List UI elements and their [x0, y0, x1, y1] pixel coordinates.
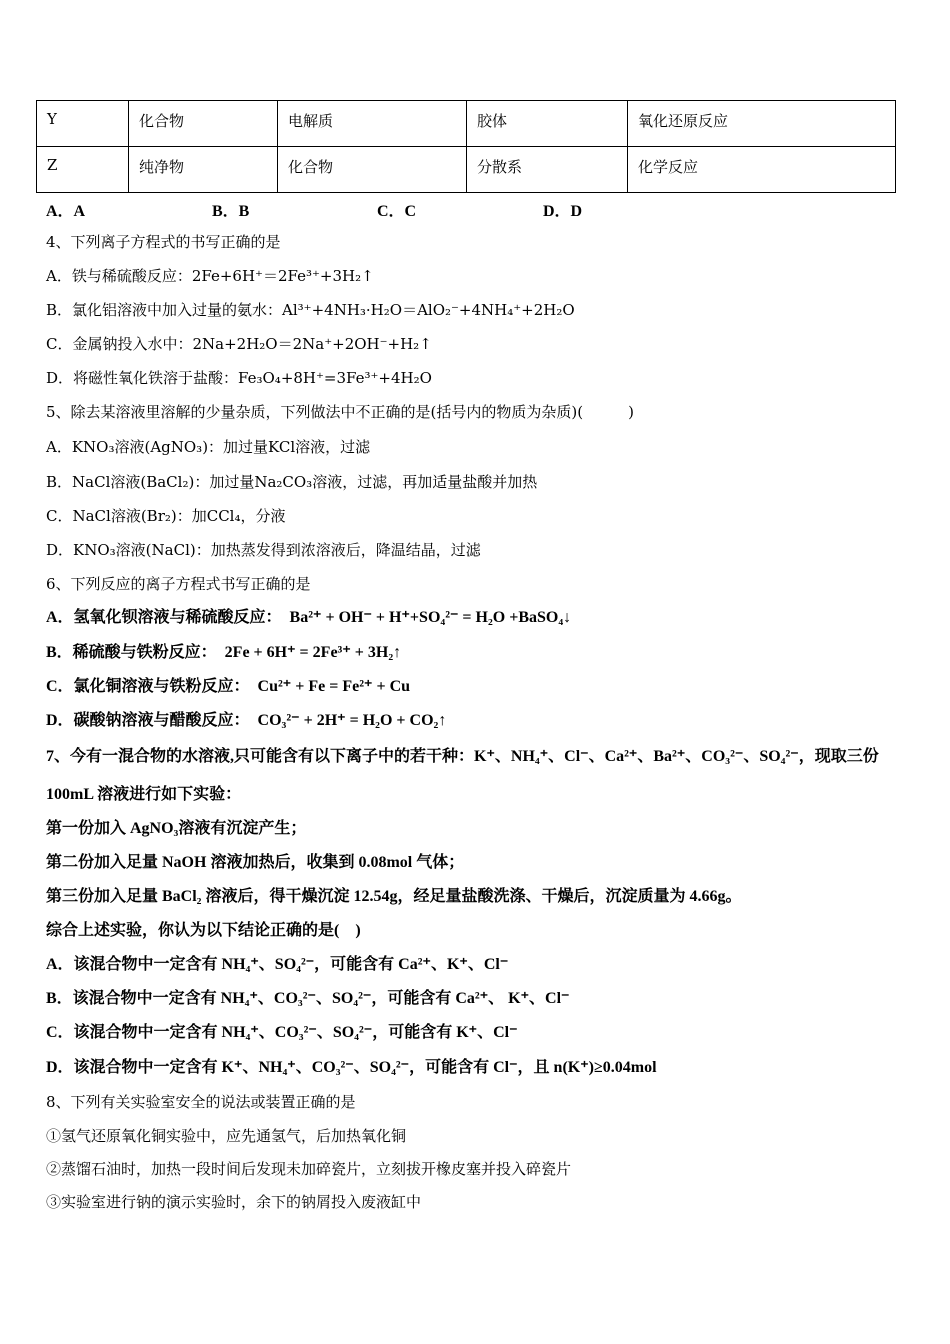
table-cell: 氧化还原反应	[628, 101, 896, 147]
q4-option-d: D．将磁性氧化铁溶于盐酸：Fe₃O₄+8H⁺=3Fe³⁺+4H₂O	[46, 369, 432, 387]
option-c: C．C	[377, 203, 417, 220]
q7-step-1: 第一份加入 AgNO₃溶液有沉淀产生；	[46, 820, 307, 837]
classification-table	[36, 100, 896, 193]
table-row	[37, 147, 896, 193]
q4-option-c: C．金属钠投入水中：2Na+2H₂O＝2Na⁺+2OH⁻+H₂↑	[46, 335, 432, 353]
q7-option-b: B．该混合物中一定含有 NH₄⁺、CO₃²⁻、SO₄²⁻，可能含有 Ca²⁺、 K⁺、Cl⁻	[46, 990, 570, 1007]
q7-prompt: 综合上述实验，你认为以下结论正确的是( )	[46, 922, 361, 939]
q7-step-2: 第二份加入足量 NaOH 溶液加热后，收集到 0.08mol 气体；	[46, 854, 465, 871]
q8-item-1: ①氢气还原氧化铜实验中，应先通氢气，后加热氧化铜	[46, 1127, 407, 1145]
table-cell: 化学反应	[628, 147, 896, 193]
q5-option-c: C．NaCl溶液(Br₂)：加CCl₄，分液	[46, 507, 286, 525]
question-4: 4、下列离子方程式的书写正确的是	[46, 233, 281, 251]
table-cell: 纯净物	[129, 147, 278, 193]
question-7: 7、今有一混合物的水溶液,只可能含有以下离子中的若干种：K⁺、NH₄⁺、Cl⁻、Ca²⁺、Ba²⁺、CO₃²⁻、SO₄²⁻，现取三份	[46, 748, 879, 765]
q7-option-d: D．该混合物中一定含有 K⁺、NH₄⁺、CO₃²⁻、SO₄²⁻，可能含有 Cl⁻，且 n(K⁺)≥0.04mol	[46, 1059, 657, 1076]
option-d: D．D	[543, 203, 583, 220]
q8-item-2: ②蒸馏石油时，加热一段时间后发现未加碎瓷片，立刻拔开橡皮塞并投入碎瓷片	[46, 1160, 572, 1178]
question-6: 6、下列反应的离子方程式书写正确的是	[46, 575, 311, 593]
table-cell: Y	[37, 101, 129, 147]
q6-option-d: D．碳酸钠溶液与醋酸反应： CO₃²⁻ + 2H⁺ = H₂O + CO₂↑	[46, 712, 447, 729]
q7-option-a: A．该混合物中一定含有 NH₄⁺、SO₄²⁻，可能含有 Ca²⁺、K⁺、Cl⁻	[46, 956, 509, 973]
q8-item-3: ③实验室进行钠的演示实验时，余下的钠屑投入废液缸中	[46, 1193, 422, 1211]
table-cell: 电解质	[278, 101, 467, 147]
q7-step-3: 第三份加入足量 BaCl₂ 溶液后，得干燥沉淀 12.54g，经足量盐酸洗涤、干燥后，沉淀质量为 4.66g。	[46, 888, 742, 905]
q6-option-a: A．氢氧化钡溶液与稀硫酸反应： Ba²⁺ + OH⁻ + H⁺+SO₄²⁻ = H₂O +BaSO₄↓	[46, 609, 572, 626]
table-row	[37, 101, 896, 147]
q5-option-d: D．KNO₃溶液(NaCl)：加热蒸发得到浓溶液后，降温结晶，过滤	[46, 541, 481, 559]
q6-option-c: C．氯化铜溶液与铁粉反应： Cu²⁺ + Fe = Fe²⁺ + Cu	[46, 678, 411, 695]
question-5: 5、除去某溶液里溶解的少量杂质，下列做法中不正确的是(括号内的物质为杂质)( )	[46, 403, 634, 421]
question-8: 8、下列有关实验室安全的说法或装置正确的是	[46, 1093, 356, 1111]
q5-option-b: B．NaCl溶液(BaCl₂)：加过量Na₂CO₃溶液，过滤，再加适量盐酸并加热	[46, 473, 538, 491]
q4-option-b: B．氯化铝溶液中加入过量的氨水：Al³⁺+4NH₃·H₂O＝AlO₂⁻+4NH₄⁺+2H₂O	[46, 301, 575, 319]
table-cell: Z	[37, 147, 129, 193]
table-cell: 化合物	[129, 101, 278, 147]
question-7-cont: 100mL 溶液进行如下实验：	[46, 786, 242, 803]
table-cell: 胶体	[467, 101, 628, 147]
table-cell: 分散系	[467, 147, 628, 193]
q4-option-a: A．铁与稀硫酸反应：2Fe+6H⁺＝2Fe³⁺+3H₂↑	[46, 267, 374, 285]
q7-option-c: C．该混合物中一定含有 NH₄⁺、CO₃²⁻、SO₄²⁻，可能含有 K⁺、Cl⁻	[46, 1024, 518, 1041]
option-a: A．A	[46, 203, 86, 220]
q5-option-a: A．KNO₃溶液(AgNO₃)：加过量KCl溶液，过滤	[46, 438, 371, 456]
q6-option-b: B．稀硫酸与铁粉反应： 2Fe + 6H⁺ = 2Fe³⁺ + 3H₂↑	[46, 644, 402, 661]
table-cell: 化合物	[278, 147, 467, 193]
option-b: B．B	[212, 203, 250, 220]
